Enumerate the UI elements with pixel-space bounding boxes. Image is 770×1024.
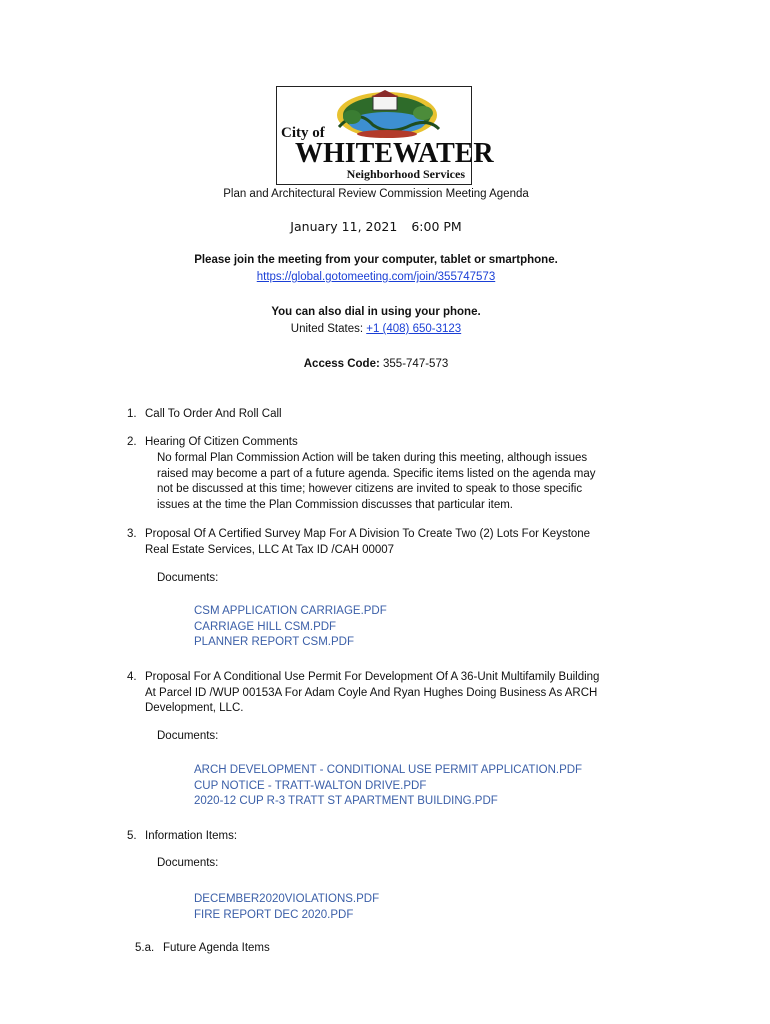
agenda-item-title xyxy=(145,527,645,558)
dial-instructions: You can also dial in using your phone. xyxy=(271,306,481,318)
title-line: At Parcel ID /WUP 00153A For Adam Coyle And Ryan Hughes Doing Business As ARCH xyxy=(145,686,598,699)
agenda-item-title: Hearing Of Citizen Comments xyxy=(145,436,298,448)
access-code-line xyxy=(0,358,752,370)
documents-label: Documents: xyxy=(157,730,219,742)
document-link[interactable] xyxy=(194,763,582,810)
title-line: Proposal For A Conditional Use Permit For Development Of A 36-Unit Multifamily Building xyxy=(145,671,600,683)
access-code-value: 355-747-573 xyxy=(383,358,449,370)
meeting-datetime xyxy=(0,219,752,234)
document-link[interactable] xyxy=(194,604,387,651)
document-link-carriage-hill[interactable]: CARRIAGE HILL CSM.PDF xyxy=(194,620,337,633)
agenda-item-number: 5.a. xyxy=(135,942,155,954)
document-link-violations[interactable]: DECEMBER2020VIOLATIONS.PDF xyxy=(194,893,380,905)
citizen-comments-text xyxy=(157,451,637,513)
documents-label: Documents: xyxy=(157,857,219,869)
title-line: Development, LLC. xyxy=(145,702,244,714)
logo-city-name: WHITEWATER xyxy=(295,138,494,169)
agenda-item-number: 2. xyxy=(127,436,137,448)
agenda-item-number: 4. xyxy=(127,671,137,683)
agenda-item-title: Information Items: xyxy=(145,830,238,842)
paragraph-line: not be discussed at this time; however citizens are invited to speak to those specific xyxy=(157,483,583,495)
join-url-link[interactable]: https://global.gotomeeting.com/join/355747573 xyxy=(256,271,496,283)
agenda-item-title: Call To Order And Roll Call xyxy=(145,408,282,420)
document-link-cup-notice[interactable]: CUP NOTICE - TRATT-WALTON DRIVE.PDF xyxy=(194,779,427,792)
document-link-csm-application[interactable]: CSM APPLICATION CARRIAGE.PDF xyxy=(194,605,387,617)
documents-label: Documents: xyxy=(157,572,219,584)
title-line: Real Estate Services, LLC At Tax ID /CAH 00007 xyxy=(145,543,395,556)
access-code-label: Access Code: xyxy=(303,358,380,370)
agenda-item-number: 3. xyxy=(127,528,137,540)
paragraph-line: issues at the time the Plan Commission discusses that particular item. xyxy=(157,498,514,511)
meeting-time: 6:00 PM xyxy=(411,219,462,234)
title-line: Proposal Of A Certified Survey Map For A Division To Create Two (2) Lots For Keystone xyxy=(145,528,591,540)
document-link[interactable] xyxy=(194,892,379,923)
document-link-planner-report[interactable]: PLANNER REPORT CSM.PDF xyxy=(194,636,354,648)
agenda-item-number: 1. xyxy=(127,408,137,420)
logo-department: Neighborhood Services xyxy=(346,167,465,181)
city-logo xyxy=(276,86,494,185)
meeting-date: January 11, 2021 xyxy=(290,219,398,234)
document-link-fire-report[interactable]: FIRE REPORT DEC 2020.PDF xyxy=(194,908,354,921)
document-link-cup-building[interactable]: 2020-12 CUP R-3 TRATT ST APARTMENT BUILDING.PDF xyxy=(194,795,498,807)
agenda-title: Plan and Architectural Review Commission Meeting Agenda xyxy=(223,188,529,200)
agenda-item-number: 5. xyxy=(127,830,137,842)
join-instructions: Please join the meeting from your computer, tablet or smartphone. xyxy=(194,254,558,266)
agenda-item-title: Future Agenda Items xyxy=(163,942,270,954)
join-url-line xyxy=(0,271,752,283)
document-link-arch-application[interactable]: ARCH DEVELOPMENT - CONDITIONAL USE PERMIT APPLICATION.PDF xyxy=(194,764,583,776)
phone-line xyxy=(0,323,752,335)
phone-country-label: United States: xyxy=(290,323,364,335)
paragraph-line: raised may become a part of a future agenda. Specific items listed on the agenda may xyxy=(157,467,596,480)
phone-number-link[interactable]: +1 (408) 650-3123 xyxy=(366,323,462,335)
agenda-item-title xyxy=(145,670,665,717)
logo-city-of: City of xyxy=(281,125,325,141)
paragraph-line: No formal Plan Commission Action will be taken during this meeting, although issues xyxy=(157,452,588,464)
